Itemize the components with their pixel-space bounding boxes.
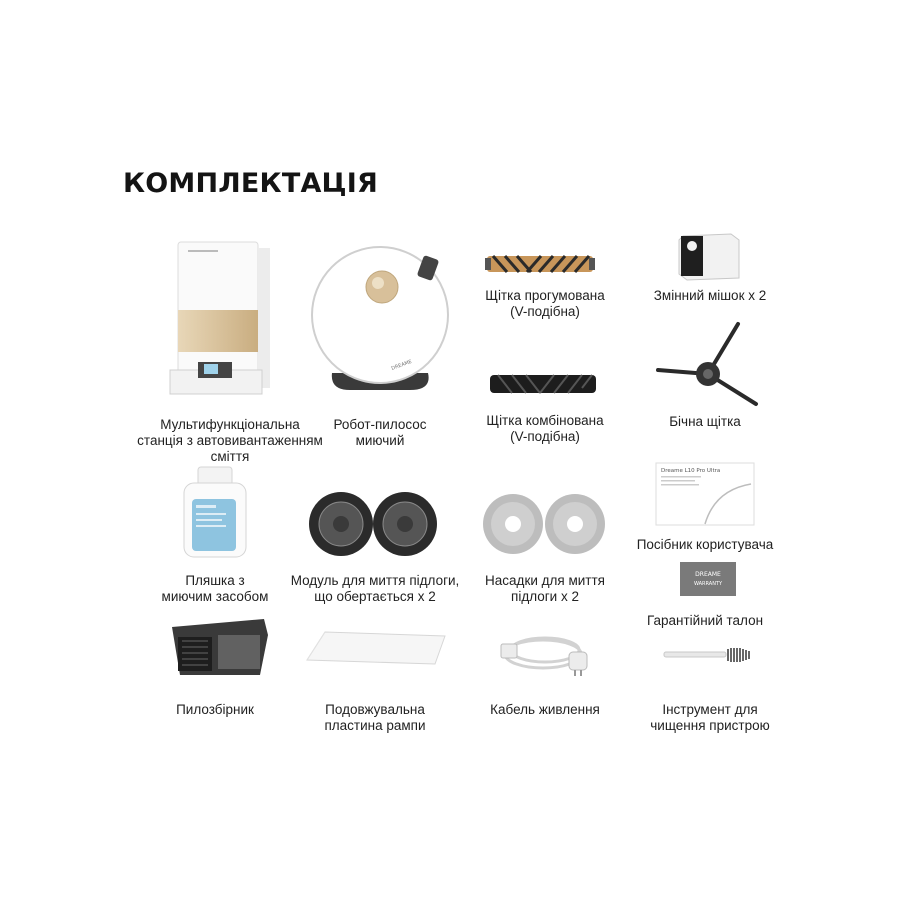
docking-station-icon: [168, 240, 278, 405]
page-title: КОМПЛЕКТАЦІЯ: [123, 168, 379, 199]
caption-docking-station: Мультифункціональна станція з автовивантаженням сміття: [137, 417, 323, 464]
caption-ramp-plate: Подовжувальна пластина рампи: [324, 702, 426, 733]
manual-title-text: Dreame L10 Pro Ultra: [661, 468, 721, 474]
warranty-line2: WARRANTY: [693, 581, 723, 587]
caption-user-manual: Посібник користувача: [636, 537, 774, 552]
user-manual-icon: [655, 462, 755, 526]
caption-dustbin: Пилозбірник: [176, 702, 254, 717]
power-cable-icon: [495, 622, 595, 678]
rubber-brush-icon: [485, 250, 595, 278]
side-brush-icon: [652, 320, 762, 408]
caption-side-brush: Бічна щітка: [669, 414, 741, 429]
warranty-card-icon: [680, 562, 736, 596]
dustbin-icon: [168, 615, 272, 677]
caption-cleaning-tool: Інструмент для чищення пристрою: [650, 702, 770, 733]
caption-power-cable: Кабель живлення: [490, 702, 600, 717]
robot-vacuum-icon: [310, 245, 450, 395]
caption-robot-vacuum: Робот-пилосос миючий: [333, 417, 427, 448]
mop-pads-icon: [483, 492, 605, 556]
dust-bag-icon: [677, 232, 741, 282]
ramp-plate-icon: [305, 630, 451, 666]
detergent-bottle-icon: [180, 465, 250, 560]
mop-module-icon: [308, 490, 438, 558]
warranty-line1: DREAME: [695, 571, 721, 578]
caption-mop-pads: Насадки для миття підлоги х 2: [485, 573, 605, 604]
cleaning-tool-icon: [662, 645, 756, 665]
combo-brush-icon: [488, 370, 598, 398]
robot-brand-text: DREAME: [390, 358, 413, 372]
caption-dust-bag: Змінний мішок х 2: [653, 288, 767, 303]
caption-detergent-bottle: Пляшка з миючим засобом: [161, 573, 269, 604]
caption-rubber-brush: Щітка прогумована (V-подібна): [485, 288, 605, 319]
caption-warranty-card: Гарантійний талон: [646, 613, 764, 628]
caption-combo-brush: Щітка комбінована (V-подібна): [486, 413, 604, 444]
caption-mop-module: Модуль для миття підлоги, що обертається х 2: [290, 573, 460, 604]
